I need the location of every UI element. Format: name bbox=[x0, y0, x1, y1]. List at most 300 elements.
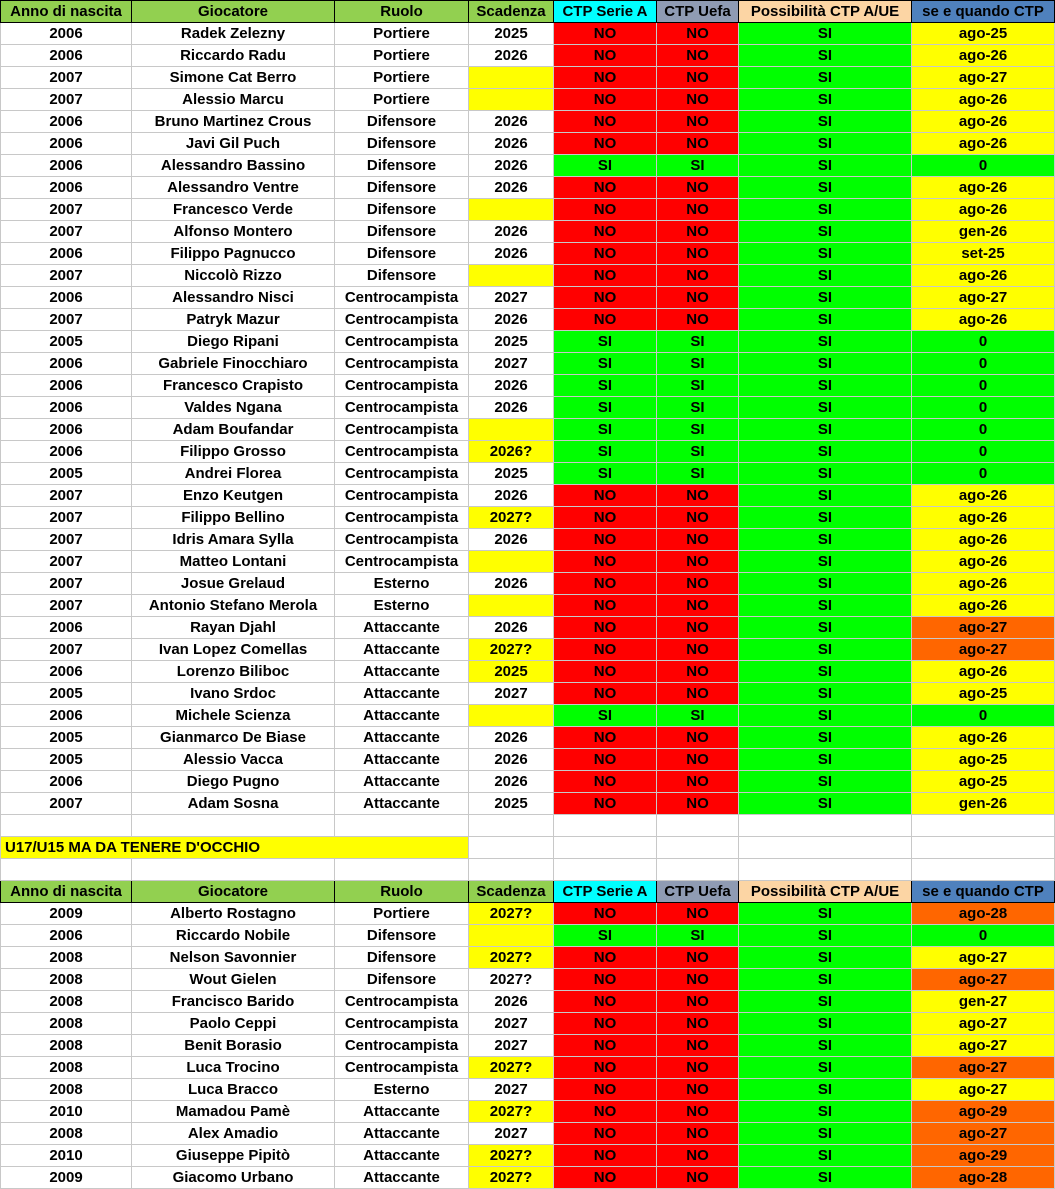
cell-ctp-possibility: SI bbox=[739, 661, 912, 683]
cell-player: Adam Sosna bbox=[132, 793, 335, 815]
cell-birth-year: 2005 bbox=[1, 463, 132, 485]
cell-player: Francesco Verde bbox=[132, 199, 335, 221]
cell-expiry: 2027? bbox=[469, 1101, 554, 1123]
cell-birth-year: 2008 bbox=[1, 1123, 132, 1145]
cell-expiry: 2026 bbox=[469, 45, 554, 67]
cell-ctp-possibility: SI bbox=[739, 529, 912, 551]
cell-ctp-uefa: NO bbox=[657, 1013, 739, 1035]
cell-birth-year: 2007 bbox=[1, 595, 132, 617]
cell-ctp-serie-a: SI bbox=[554, 441, 657, 463]
cell-ctp-uefa: NO bbox=[657, 67, 739, 89]
cell-ctp-serie-a: NO bbox=[554, 243, 657, 265]
table-row bbox=[1, 771, 1055, 793]
cell-ctp-possibility: SI bbox=[739, 177, 912, 199]
cell-ctp-possibility: SI bbox=[739, 353, 912, 375]
cell-player: Benit Borasio bbox=[132, 1035, 335, 1057]
table-row bbox=[1, 485, 1055, 507]
cell-birth-year: 2005 bbox=[1, 727, 132, 749]
cell-ctp-possibility: SI bbox=[739, 1145, 912, 1167]
cell-role: Difensore bbox=[335, 133, 469, 155]
cell-role: Attaccante bbox=[335, 639, 469, 661]
cell-ctp-when: ago-26 bbox=[912, 507, 1055, 529]
cell-ctp-serie-a: NO bbox=[554, 969, 657, 991]
cell-expiry: 2026 bbox=[469, 309, 554, 331]
cell-player: Josue Grelaud bbox=[132, 573, 335, 595]
table-row bbox=[1, 1035, 1055, 1057]
cell-ctp-serie-a: NO bbox=[554, 1123, 657, 1145]
cell-ctp-possibility: SI bbox=[739, 89, 912, 111]
cell-birth-year: 2006 bbox=[1, 771, 132, 793]
empty-cell bbox=[912, 815, 1055, 837]
cell-ctp-uefa: NO bbox=[657, 1057, 739, 1079]
cell-ctp-serie-a: SI bbox=[554, 375, 657, 397]
cell-player: Alessio Marcu bbox=[132, 89, 335, 111]
cell-ctp-possibility: SI bbox=[739, 1057, 912, 1079]
cell-expiry: 2026 bbox=[469, 221, 554, 243]
cell-expiry: 2026 bbox=[469, 727, 554, 749]
cell-birth-year: 2006 bbox=[1, 617, 132, 639]
header-ctp-when: se e quando CTP bbox=[912, 881, 1055, 903]
cell-ctp-serie-a: NO bbox=[554, 111, 657, 133]
cell-role: Attaccante bbox=[335, 727, 469, 749]
cell-expiry: 2027? bbox=[469, 1167, 554, 1189]
cell-ctp-uefa: NO bbox=[657, 749, 739, 771]
cell-role: Centrocampista bbox=[335, 507, 469, 529]
cell-ctp-serie-a: NO bbox=[554, 683, 657, 705]
cell-role: Centrocampista bbox=[335, 485, 469, 507]
cell-player: Riccardo Radu bbox=[132, 45, 335, 67]
cell-ctp-uefa: SI bbox=[657, 441, 739, 463]
cell-expiry bbox=[469, 595, 554, 617]
cell-role: Attaccante bbox=[335, 1101, 469, 1123]
header-row bbox=[1, 881, 1055, 903]
cell-player: Matteo Lontani bbox=[132, 551, 335, 573]
cell-ctp-uefa: NO bbox=[657, 639, 739, 661]
header-row bbox=[1, 1, 1055, 23]
table-row bbox=[1, 1013, 1055, 1035]
cell-ctp-when: 0 bbox=[912, 463, 1055, 485]
cell-ctp-serie-a: NO bbox=[554, 1101, 657, 1123]
cell-player: Nelson Savonnier bbox=[132, 947, 335, 969]
empty-cell bbox=[469, 859, 554, 881]
cell-birth-year: 2009 bbox=[1, 903, 132, 925]
cell-role: Centrocampista bbox=[335, 353, 469, 375]
cell-ctp-uefa: NO bbox=[657, 683, 739, 705]
cell-ctp-when: 0 bbox=[912, 441, 1055, 463]
cell-role: Difensore bbox=[335, 199, 469, 221]
cell-player: Andrei Florea bbox=[132, 463, 335, 485]
table-row bbox=[1, 1167, 1055, 1189]
empty-cell bbox=[657, 859, 739, 881]
cell-ctp-when: ago-27 bbox=[912, 287, 1055, 309]
cell-ctp-when: ago-25 bbox=[912, 749, 1055, 771]
cell-role: Portiere bbox=[335, 23, 469, 45]
cell-expiry bbox=[469, 419, 554, 441]
cell-expiry: 2026 bbox=[469, 133, 554, 155]
cell-ctp-uefa: NO bbox=[657, 287, 739, 309]
cell-ctp-serie-a: NO bbox=[554, 1035, 657, 1057]
table-row bbox=[1, 67, 1055, 89]
cell-ctp-possibility: SI bbox=[739, 1101, 912, 1123]
cell-ctp-uefa: NO bbox=[657, 529, 739, 551]
cell-ctp-when: ago-26 bbox=[912, 309, 1055, 331]
cell-ctp-when: ago-27 bbox=[912, 947, 1055, 969]
cell-ctp-when: ago-26 bbox=[912, 661, 1055, 683]
cell-ctp-uefa: NO bbox=[657, 265, 739, 287]
cell-ctp-uefa: NO bbox=[657, 771, 739, 793]
cell-role: Centrocampista bbox=[335, 1013, 469, 1035]
cell-role: Esterno bbox=[335, 573, 469, 595]
cell-expiry: 2026 bbox=[469, 617, 554, 639]
cell-birth-year: 2007 bbox=[1, 507, 132, 529]
cell-birth-year: 2008 bbox=[1, 1057, 132, 1079]
cell-role: Attaccante bbox=[335, 661, 469, 683]
header-ctp-uefa: CTP Uefa bbox=[657, 1, 739, 23]
cell-ctp-when: ago-25 bbox=[912, 23, 1055, 45]
header-role: Ruolo bbox=[335, 881, 469, 903]
cell-ctp-uefa: NO bbox=[657, 45, 739, 67]
cell-expiry: 2026 bbox=[469, 573, 554, 595]
cell-player: Luca Trocino bbox=[132, 1057, 335, 1079]
cell-player: Antonio Stefano Merola bbox=[132, 595, 335, 617]
cell-ctp-serie-a: NO bbox=[554, 133, 657, 155]
cell-role: Centrocampista bbox=[335, 309, 469, 331]
cell-player: Alfonso Montero bbox=[132, 221, 335, 243]
header-player: Giocatore bbox=[132, 1, 335, 23]
empty-cell bbox=[469, 837, 554, 859]
cell-ctp-serie-a: NO bbox=[554, 507, 657, 529]
cell-ctp-serie-a: SI bbox=[554, 705, 657, 727]
table-row bbox=[1, 573, 1055, 595]
table-row bbox=[1, 727, 1055, 749]
empty-cell bbox=[335, 859, 469, 881]
cell-player: Filippo Bellino bbox=[132, 507, 335, 529]
cell-expiry bbox=[469, 67, 554, 89]
cell-ctp-possibility: SI bbox=[739, 617, 912, 639]
cell-role: Esterno bbox=[335, 595, 469, 617]
table-row bbox=[1, 155, 1055, 177]
cell-expiry: 2026 bbox=[469, 397, 554, 419]
table-row bbox=[1, 309, 1055, 331]
cell-player: Michele Scienza bbox=[132, 705, 335, 727]
header-birth-year: Anno di nascita bbox=[1, 881, 132, 903]
cell-player: Luca Bracco bbox=[132, 1079, 335, 1101]
cell-player: Mamadou Pamè bbox=[132, 1101, 335, 1123]
cell-expiry: 2026 bbox=[469, 991, 554, 1013]
empty-cell bbox=[335, 815, 469, 837]
empty-cell bbox=[912, 837, 1055, 859]
cell-birth-year: 2006 bbox=[1, 397, 132, 419]
header-birth-year: Anno di nascita bbox=[1, 1, 132, 23]
cell-role: Centrocampista bbox=[335, 331, 469, 353]
cell-role: Attaccante bbox=[335, 705, 469, 727]
cell-expiry: 2027 bbox=[469, 1079, 554, 1101]
cell-role: Attaccante bbox=[335, 1123, 469, 1145]
cell-player: Lorenzo Biliboc bbox=[132, 661, 335, 683]
cell-expiry: 2027? bbox=[469, 639, 554, 661]
cell-expiry: 2027? bbox=[469, 947, 554, 969]
cell-expiry: 2027 bbox=[469, 683, 554, 705]
cell-ctp-possibility: SI bbox=[739, 1013, 912, 1035]
table-row bbox=[1, 991, 1055, 1013]
cell-role: Portiere bbox=[335, 67, 469, 89]
cell-ctp-serie-a: NO bbox=[554, 617, 657, 639]
cell-ctp-uefa: SI bbox=[657, 419, 739, 441]
empty-cell bbox=[657, 837, 739, 859]
cell-expiry bbox=[469, 551, 554, 573]
cell-ctp-possibility: SI bbox=[739, 705, 912, 727]
cell-player: Enzo Keutgen bbox=[132, 485, 335, 507]
cell-expiry: 2025 bbox=[469, 463, 554, 485]
cell-ctp-when: ago-27 bbox=[912, 1035, 1055, 1057]
cell-ctp-serie-a: SI bbox=[554, 463, 657, 485]
cell-ctp-uefa: NO bbox=[657, 573, 739, 595]
cell-ctp-uefa: NO bbox=[657, 199, 739, 221]
cell-ctp-serie-a: NO bbox=[554, 485, 657, 507]
table-row bbox=[1, 969, 1055, 991]
cell-ctp-when: 0 bbox=[912, 419, 1055, 441]
cell-birth-year: 2006 bbox=[1, 375, 132, 397]
header-ctp-serie-a: CTP Serie A bbox=[554, 881, 657, 903]
cell-ctp-when: ago-26 bbox=[912, 551, 1055, 573]
cell-player: Alessio Vacca bbox=[132, 749, 335, 771]
empty-cell bbox=[1, 859, 132, 881]
cell-ctp-possibility: SI bbox=[739, 727, 912, 749]
cell-ctp-when: 0 bbox=[912, 155, 1055, 177]
cell-ctp-possibility: SI bbox=[739, 683, 912, 705]
cell-expiry: 2026 bbox=[469, 243, 554, 265]
cell-ctp-uefa: NO bbox=[657, 661, 739, 683]
cell-expiry: 2027 bbox=[469, 287, 554, 309]
empty-cell bbox=[739, 815, 912, 837]
cell-player: Rayan Djahl bbox=[132, 617, 335, 639]
cell-role: Difensore bbox=[335, 925, 469, 947]
cell-role: Difensore bbox=[335, 969, 469, 991]
cell-player: Bruno Martinez Crous bbox=[132, 111, 335, 133]
cell-birth-year: 2006 bbox=[1, 925, 132, 947]
cell-ctp-possibility: SI bbox=[739, 331, 912, 353]
cell-ctp-when: ago-25 bbox=[912, 683, 1055, 705]
cell-ctp-serie-a: SI bbox=[554, 331, 657, 353]
cell-ctp-uefa: SI bbox=[657, 353, 739, 375]
cell-player: Patryk Mazur bbox=[132, 309, 335, 331]
cell-birth-year: 2007 bbox=[1, 529, 132, 551]
cell-player: Gianmarco De Biase bbox=[132, 727, 335, 749]
cell-ctp-possibility: SI bbox=[739, 243, 912, 265]
cell-ctp-when: ago-27 bbox=[912, 1123, 1055, 1145]
cell-expiry: 2026 bbox=[469, 485, 554, 507]
cell-role: Centrocampista bbox=[335, 441, 469, 463]
header-role: Ruolo bbox=[335, 1, 469, 23]
cell-ctp-when: ago-26 bbox=[912, 89, 1055, 111]
table-row bbox=[1, 177, 1055, 199]
table-row bbox=[1, 639, 1055, 661]
cell-ctp-when: ago-27 bbox=[912, 67, 1055, 89]
cell-ctp-serie-a: NO bbox=[554, 595, 657, 617]
cell-ctp-possibility: SI bbox=[739, 45, 912, 67]
cell-ctp-serie-a: SI bbox=[554, 925, 657, 947]
cell-ctp-when: gen-26 bbox=[912, 221, 1055, 243]
table-row bbox=[1, 529, 1055, 551]
table-row bbox=[1, 353, 1055, 375]
cell-birth-year: 2008 bbox=[1, 1079, 132, 1101]
cell-expiry: 2027 bbox=[469, 353, 554, 375]
cell-ctp-possibility: SI bbox=[739, 639, 912, 661]
cell-ctp-serie-a: NO bbox=[554, 45, 657, 67]
cell-ctp-when: 0 bbox=[912, 925, 1055, 947]
cell-ctp-uefa: NO bbox=[657, 1145, 739, 1167]
cell-birth-year: 2007 bbox=[1, 309, 132, 331]
cell-ctp-serie-a: NO bbox=[554, 727, 657, 749]
cell-birth-year: 2008 bbox=[1, 991, 132, 1013]
cell-player: Giacomo Urbano bbox=[132, 1167, 335, 1189]
cell-ctp-uefa: NO bbox=[657, 485, 739, 507]
cell-ctp-possibility: SI bbox=[739, 507, 912, 529]
section-title: U17/U15 MA DA TENERE D'OCCHIO bbox=[1, 837, 469, 859]
cell-birth-year: 2007 bbox=[1, 67, 132, 89]
cell-ctp-serie-a: NO bbox=[554, 1013, 657, 1035]
cell-ctp-serie-a: NO bbox=[554, 661, 657, 683]
cell-role: Centrocampista bbox=[335, 287, 469, 309]
cell-ctp-when: ago-27 bbox=[912, 1057, 1055, 1079]
cell-ctp-uefa: SI bbox=[657, 925, 739, 947]
cell-ctp-uefa: NO bbox=[657, 617, 739, 639]
cell-ctp-serie-a: NO bbox=[554, 23, 657, 45]
cell-expiry bbox=[469, 265, 554, 287]
cell-birth-year: 2005 bbox=[1, 749, 132, 771]
cell-ctp-when: ago-26 bbox=[912, 485, 1055, 507]
empty-cell bbox=[132, 859, 335, 881]
table-row bbox=[1, 749, 1055, 771]
cell-ctp-uefa: NO bbox=[657, 1101, 739, 1123]
cell-ctp-serie-a: SI bbox=[554, 155, 657, 177]
cell-ctp-serie-a: NO bbox=[554, 177, 657, 199]
cell-role: Centrocampista bbox=[335, 463, 469, 485]
cell-expiry: 2025 bbox=[469, 331, 554, 353]
cell-ctp-when: ago-26 bbox=[912, 111, 1055, 133]
cell-ctp-serie-a: NO bbox=[554, 551, 657, 573]
table-row bbox=[1, 595, 1055, 617]
cell-ctp-uefa: NO bbox=[657, 793, 739, 815]
cell-ctp-uefa: NO bbox=[657, 309, 739, 331]
cell-ctp-possibility: SI bbox=[739, 903, 912, 925]
cell-ctp-possibility: SI bbox=[739, 749, 912, 771]
cell-birth-year: 2005 bbox=[1, 683, 132, 705]
cell-role: Attaccante bbox=[335, 749, 469, 771]
cell-role: Attaccante bbox=[335, 617, 469, 639]
cell-ctp-serie-a: NO bbox=[554, 1057, 657, 1079]
cell-role: Difensore bbox=[335, 177, 469, 199]
table-row bbox=[1, 331, 1055, 353]
cell-ctp-when: ago-26 bbox=[912, 265, 1055, 287]
cell-ctp-when: 0 bbox=[912, 331, 1055, 353]
cell-player: Idris Amara Sylla bbox=[132, 529, 335, 551]
cell-player: Alberto Rostagno bbox=[132, 903, 335, 925]
cell-ctp-when: ago-27 bbox=[912, 617, 1055, 639]
table-row bbox=[1, 1123, 1055, 1145]
cell-ctp-serie-a: SI bbox=[554, 397, 657, 419]
cell-role: Difensore bbox=[335, 265, 469, 287]
cell-birth-year: 2006 bbox=[1, 353, 132, 375]
cell-ctp-uefa: NO bbox=[657, 243, 739, 265]
cell-ctp-uefa: NO bbox=[657, 991, 739, 1013]
cell-player: Giuseppe Pipitò bbox=[132, 1145, 335, 1167]
cell-ctp-when: ago-26 bbox=[912, 133, 1055, 155]
cell-player: Francisco Barido bbox=[132, 991, 335, 1013]
cell-player: Niccolò Rizzo bbox=[132, 265, 335, 287]
cell-ctp-possibility: SI bbox=[739, 419, 912, 441]
cell-ctp-possibility: SI bbox=[739, 287, 912, 309]
cell-role: Centrocampista bbox=[335, 1035, 469, 1057]
cell-birth-year: 2005 bbox=[1, 331, 132, 353]
cell-ctp-serie-a: NO bbox=[554, 89, 657, 111]
cell-ctp-possibility: SI bbox=[739, 309, 912, 331]
cell-ctp-uefa: NO bbox=[657, 551, 739, 573]
cell-role: Centrocampista bbox=[335, 1057, 469, 1079]
cell-player: Francesco Crapisto bbox=[132, 375, 335, 397]
empty-cell bbox=[554, 815, 657, 837]
cell-ctp-uefa: NO bbox=[657, 1035, 739, 1057]
table-row bbox=[1, 463, 1055, 485]
cell-ctp-possibility: SI bbox=[739, 1123, 912, 1145]
cell-role: Difensore bbox=[335, 947, 469, 969]
cell-ctp-when: ago-26 bbox=[912, 45, 1055, 67]
cell-expiry: 2025 bbox=[469, 793, 554, 815]
cell-expiry: 2026 bbox=[469, 749, 554, 771]
cell-expiry: 2027? bbox=[469, 1057, 554, 1079]
cell-ctp-possibility: SI bbox=[739, 551, 912, 573]
cell-role: Attaccante bbox=[335, 1145, 469, 1167]
cell-ctp-serie-a: SI bbox=[554, 353, 657, 375]
table-row bbox=[1, 199, 1055, 221]
cell-expiry: 2027 bbox=[469, 1013, 554, 1035]
cell-ctp-serie-a: SI bbox=[554, 419, 657, 441]
cell-ctp-possibility: SI bbox=[739, 793, 912, 815]
cell-ctp-possibility: SI bbox=[739, 155, 912, 177]
cell-ctp-when: ago-27 bbox=[912, 1079, 1055, 1101]
cell-player: Alessandro Bassino bbox=[132, 155, 335, 177]
cell-ctp-uefa: NO bbox=[657, 133, 739, 155]
cell-ctp-when: gen-27 bbox=[912, 991, 1055, 1013]
cell-role: Esterno bbox=[335, 1079, 469, 1101]
cell-ctp-uefa: NO bbox=[657, 89, 739, 111]
cell-birth-year: 2006 bbox=[1, 661, 132, 683]
cell-ctp-when: ago-28 bbox=[912, 903, 1055, 925]
table-row bbox=[1, 133, 1055, 155]
cell-ctp-uefa: NO bbox=[657, 1123, 739, 1145]
cell-player: Riccardo Nobile bbox=[132, 925, 335, 947]
cell-player: Alex Amadio bbox=[132, 1123, 335, 1145]
cell-birth-year: 2008 bbox=[1, 947, 132, 969]
cell-player: Filippo Grosso bbox=[132, 441, 335, 463]
cell-ctp-possibility: SI bbox=[739, 133, 912, 155]
cell-player: Gabriele Finocchiaro bbox=[132, 353, 335, 375]
cell-expiry: 2027 bbox=[469, 1123, 554, 1145]
cell-ctp-serie-a: NO bbox=[554, 771, 657, 793]
cell-player: Diego Pugno bbox=[132, 771, 335, 793]
cell-ctp-when: ago-27 bbox=[912, 639, 1055, 661]
cell-player: Valdes Ngana bbox=[132, 397, 335, 419]
cell-role: Difensore bbox=[335, 221, 469, 243]
cell-player: Javi Gil Puch bbox=[132, 133, 335, 155]
cell-ctp-possibility: SI bbox=[739, 969, 912, 991]
cell-ctp-uefa: SI bbox=[657, 155, 739, 177]
table-row bbox=[1, 1101, 1055, 1123]
cell-expiry bbox=[469, 705, 554, 727]
cell-ctp-when: ago-26 bbox=[912, 595, 1055, 617]
table-row bbox=[1, 397, 1055, 419]
table-row bbox=[1, 1145, 1055, 1167]
